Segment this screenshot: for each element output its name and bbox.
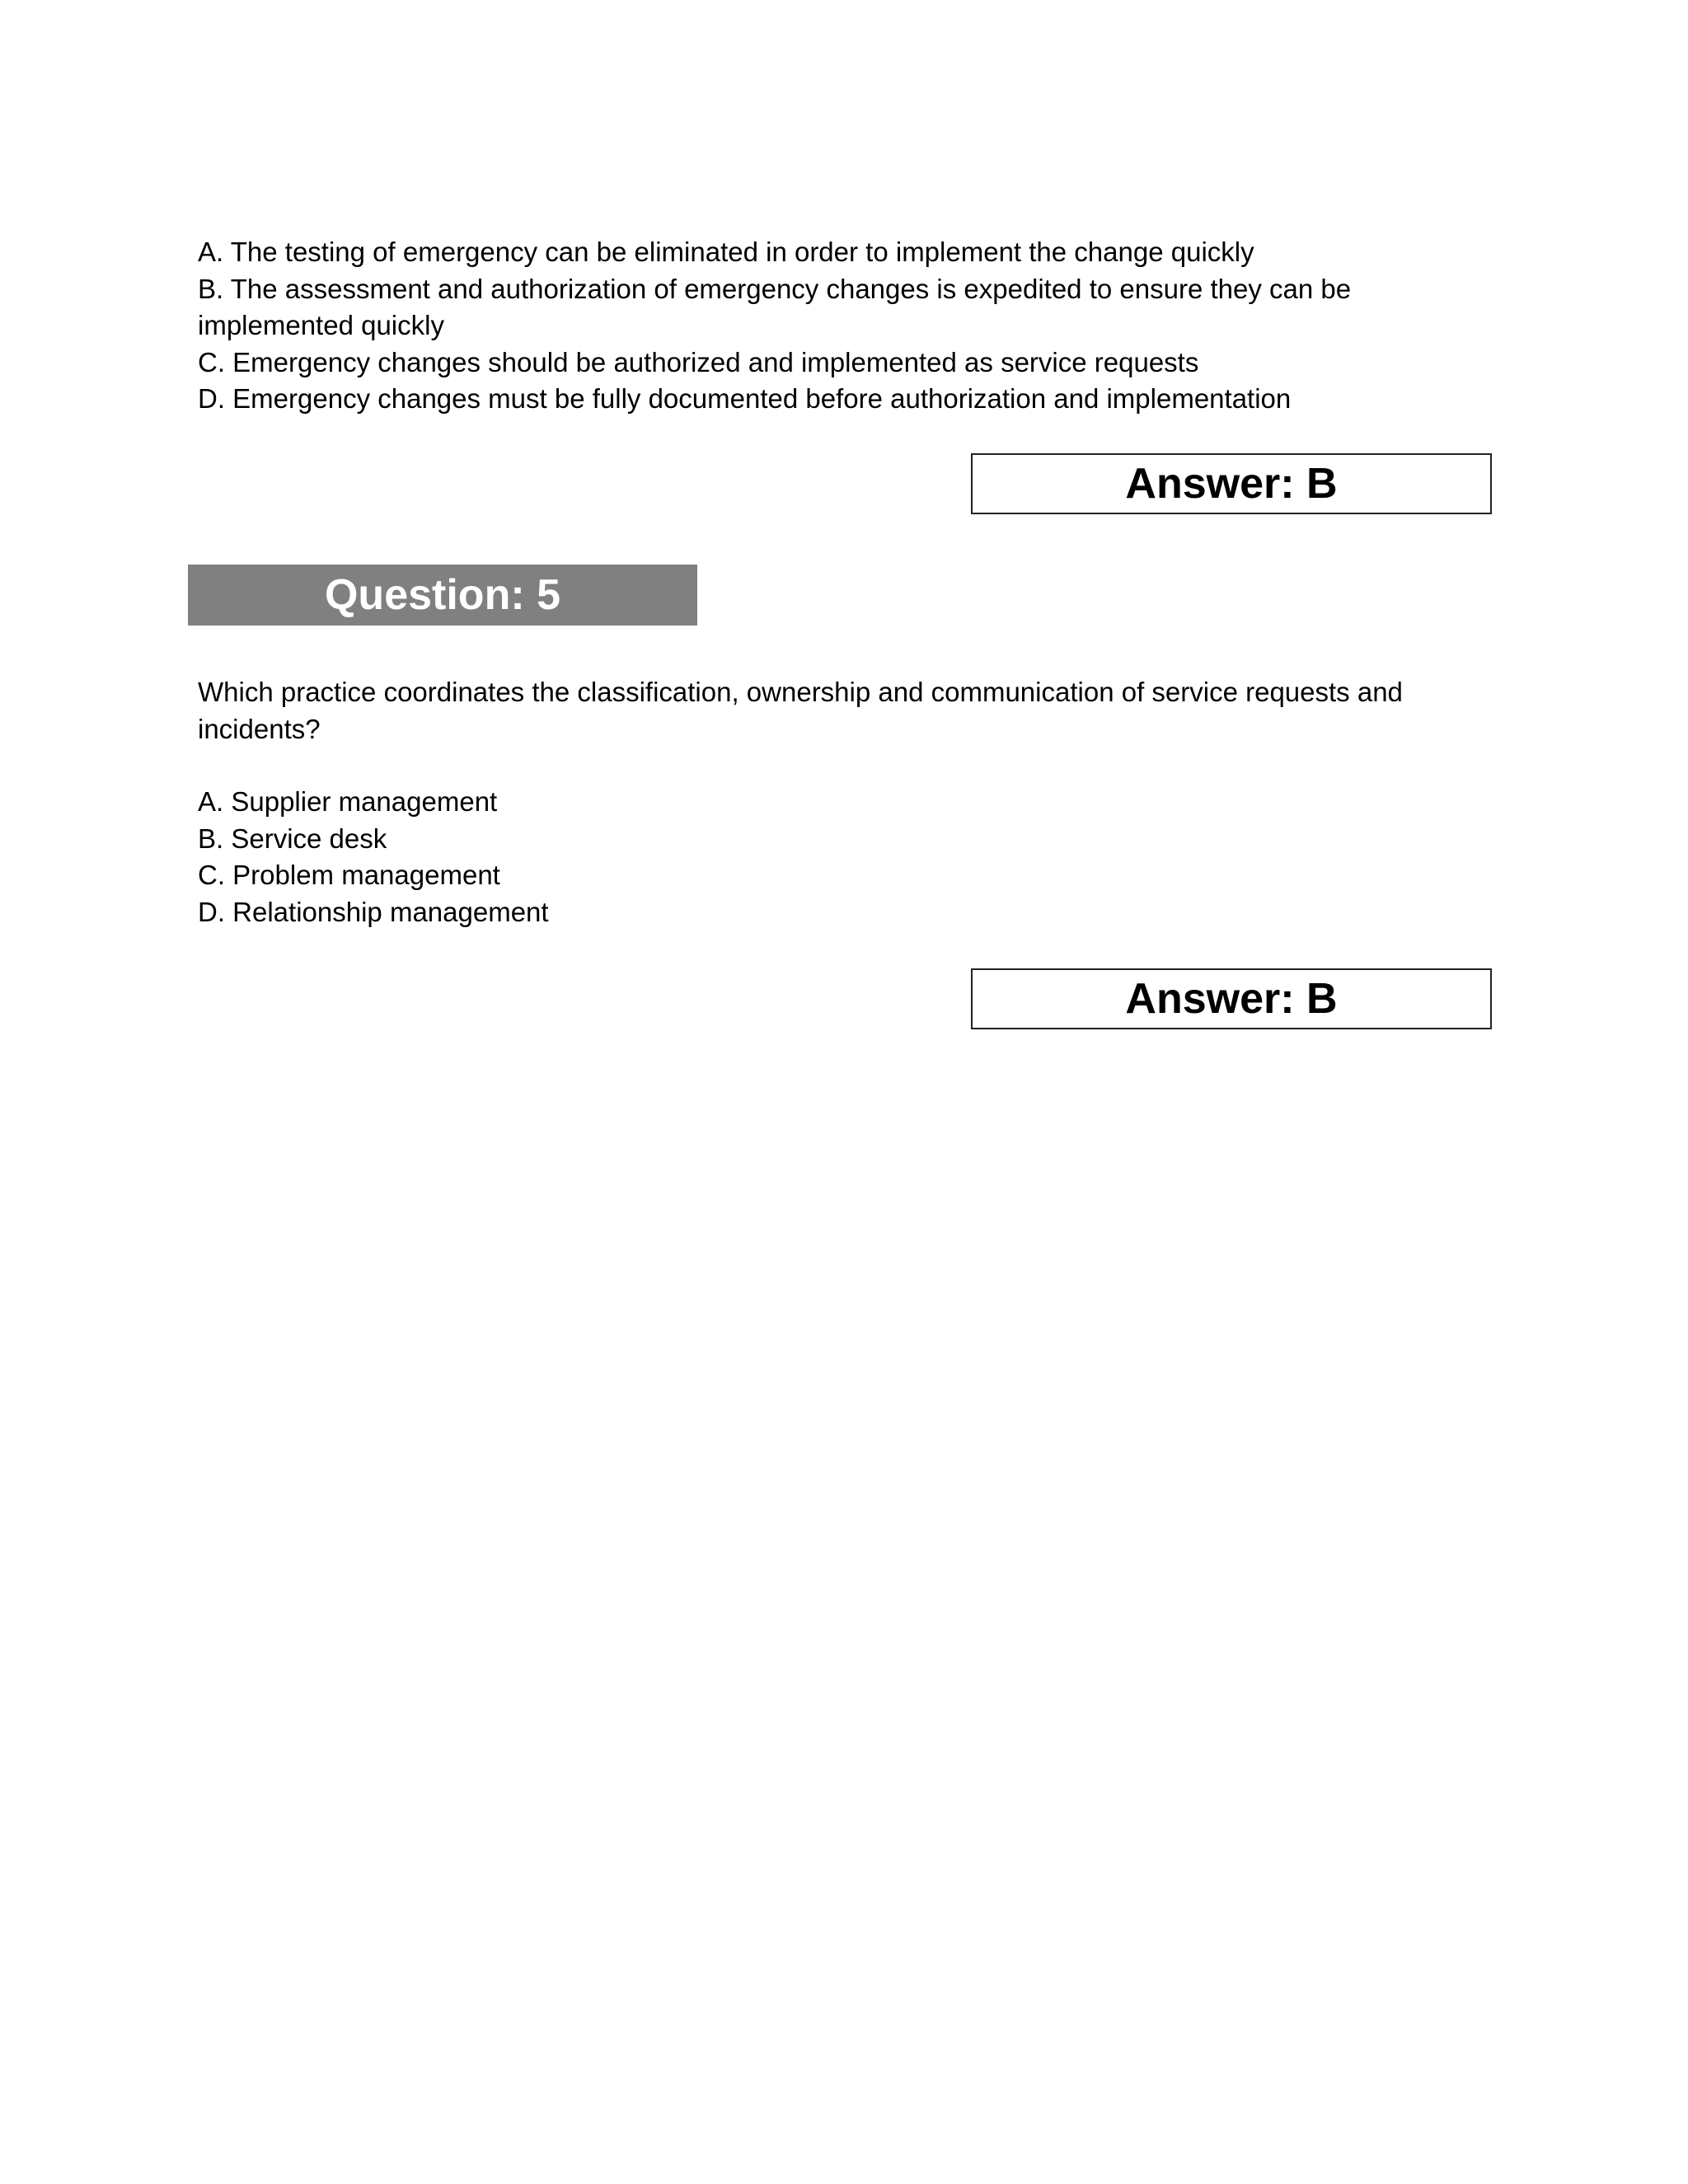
option-a: A. Supplier management: [198, 786, 498, 817]
option-b-continued: implemented quickly: [198, 310, 444, 340]
question-4-answer: Answer: B: [1125, 460, 1338, 508]
option-c: C. Emergency changes should be authorized and implemented as service requests: [198, 346, 1199, 377]
question-5-heading: [188, 565, 697, 626]
option-c: C. Problem management: [198, 860, 500, 890]
option-d: D. Relationship management: [198, 896, 549, 927]
question-5-answer: Answer: B: [1125, 975, 1338, 1023]
option-b: B. Service desk: [198, 823, 387, 854]
option-b: B. The assessment and authorization of emergency changes is expedited to ensure they can be: [198, 273, 1352, 304]
option-a: A. The testing of emergency can be eliminated in order to implement the change quickly: [198, 237, 1254, 267]
question-5-prompt-line-2: incidents?: [198, 713, 321, 744]
question-5-prompt-line-1: Which practice coordinates the classification, ownership and communication of service requests and: [198, 677, 1403, 707]
question-5-options: [198, 784, 1484, 930]
question-4-answer-box: [971, 453, 1492, 514]
question-5-answer-box: [971, 968, 1492, 1029]
question-5-prompt: [198, 674, 1484, 748]
option-d: D. Emergency changes must be fully documented before authorization and implementation: [198, 383, 1292, 414]
question-5-heading-text: Question: 5: [324, 571, 561, 619]
question-4-options: [198, 234, 1484, 418]
